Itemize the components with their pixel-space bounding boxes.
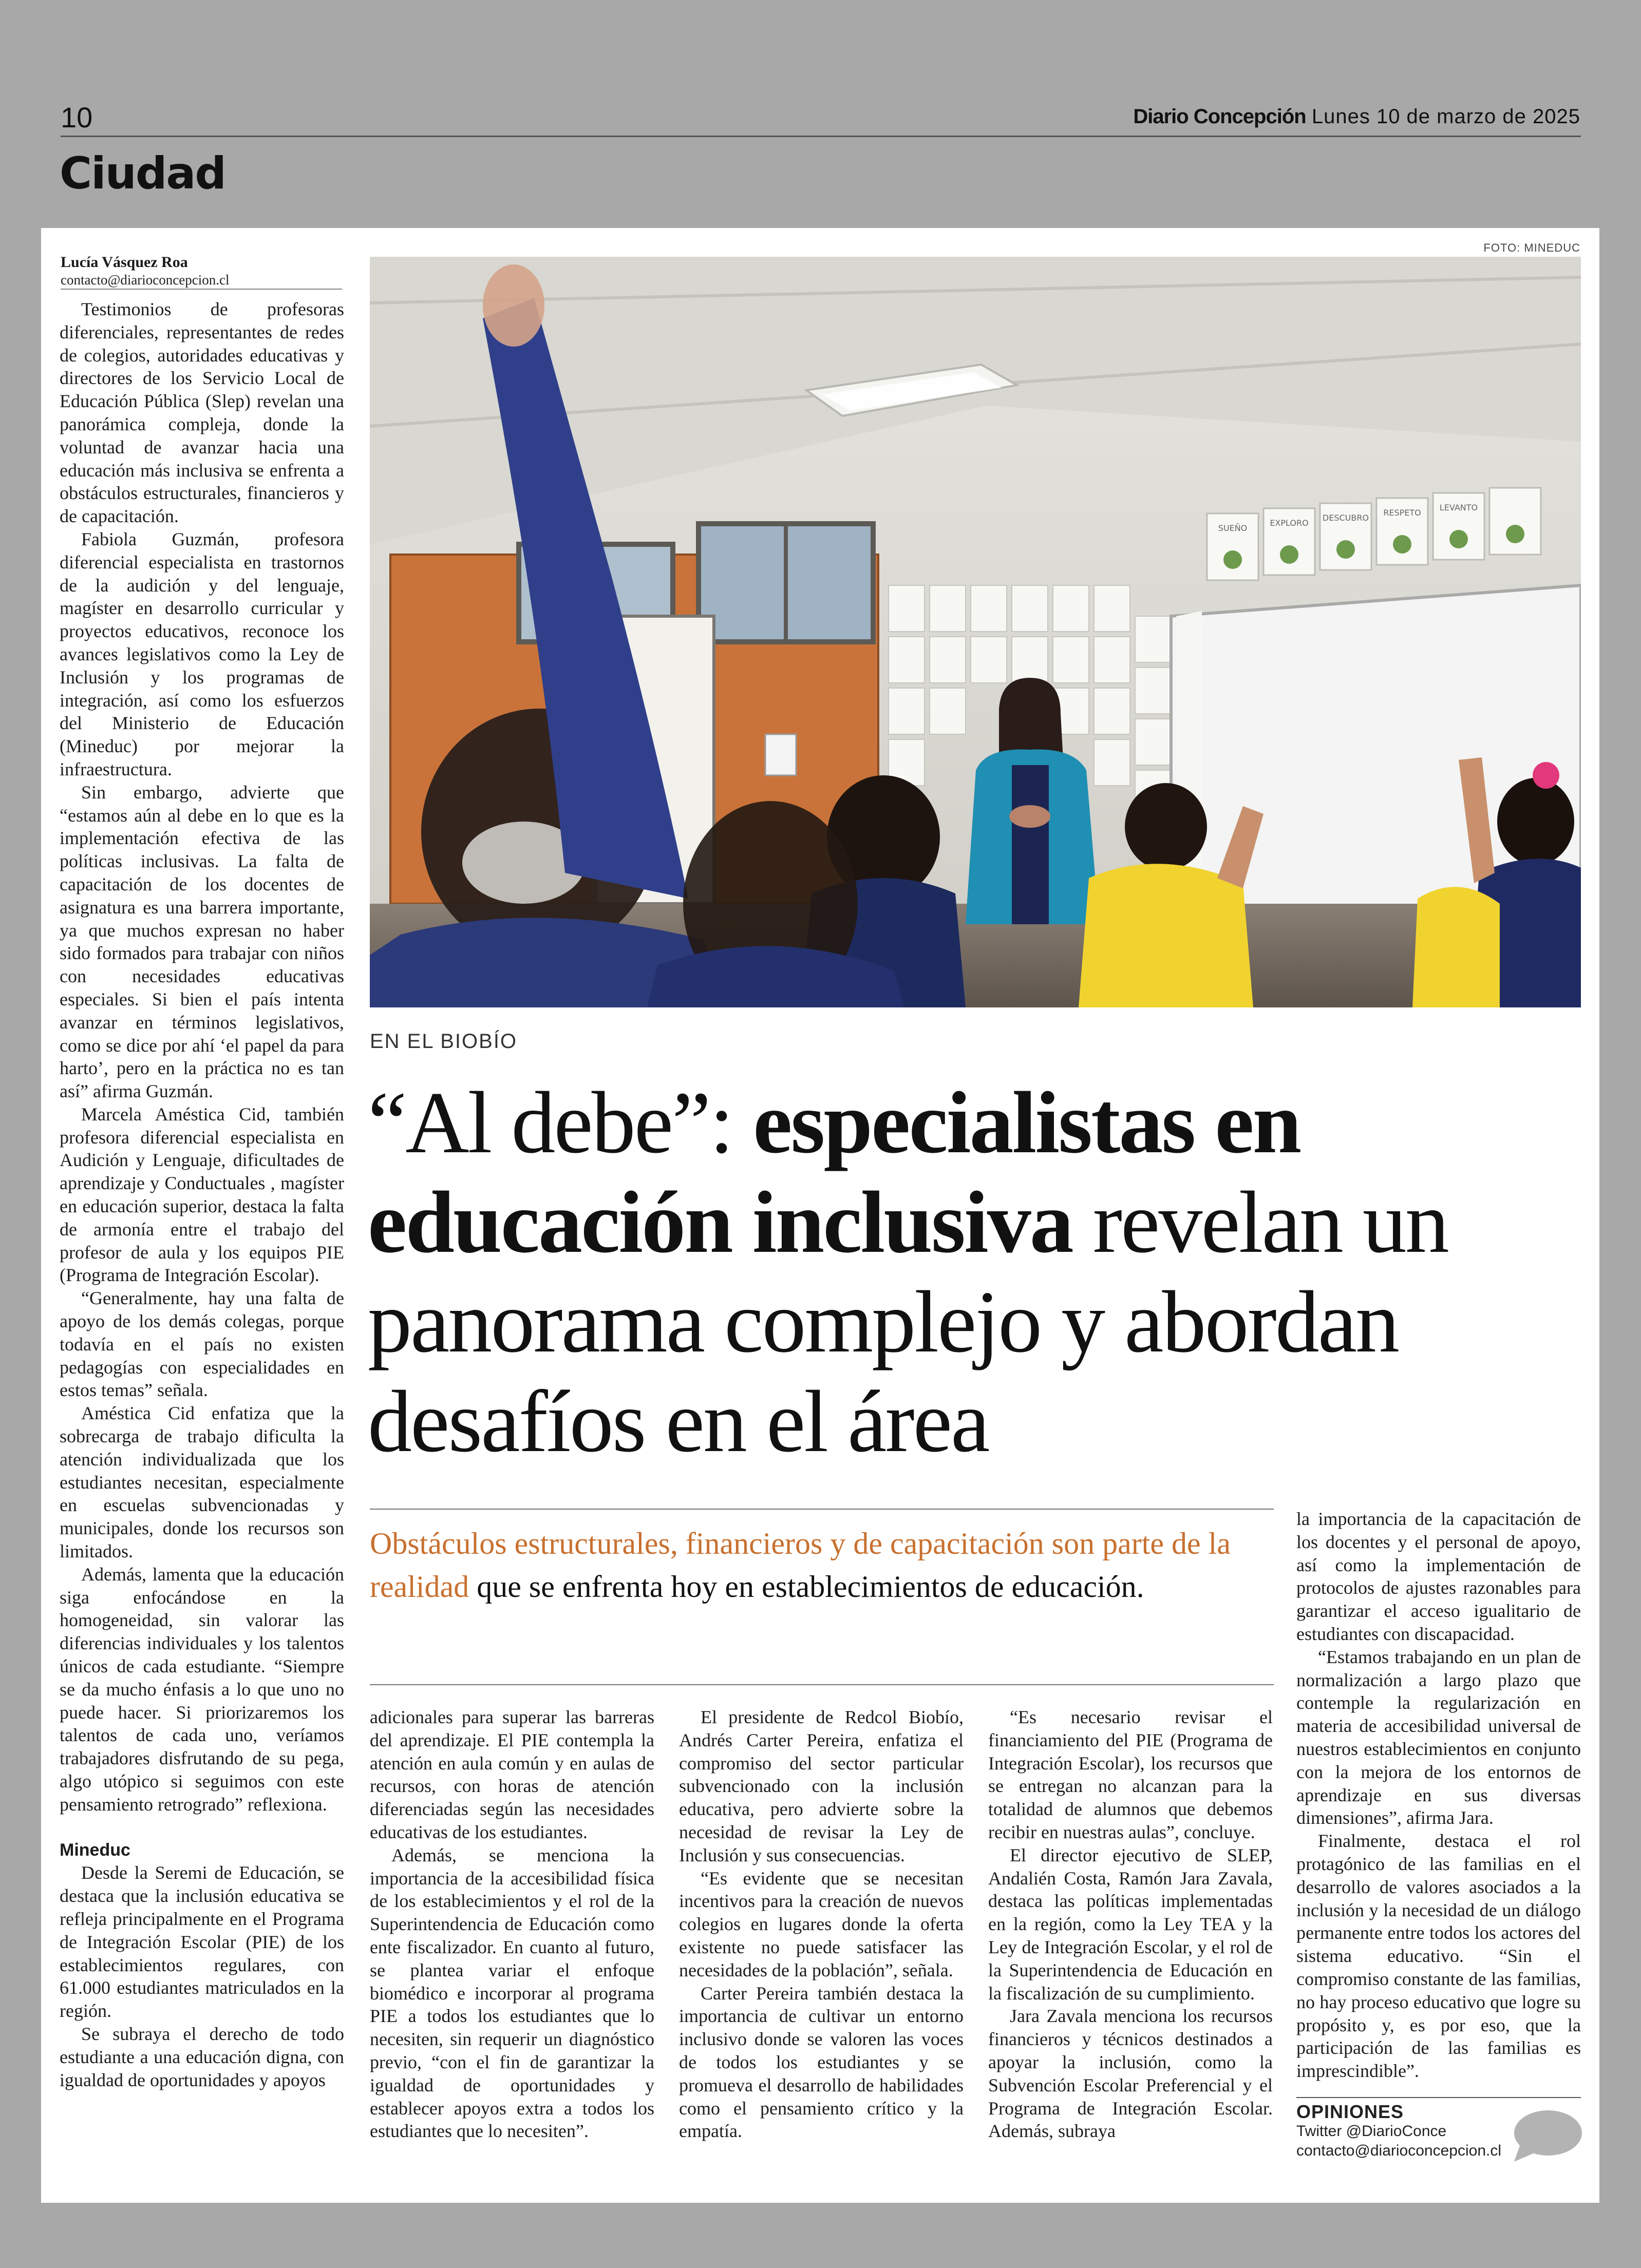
paragraph: Además, se menciona la importancia de la accesibilidad física de los establecimientos y el rol de la Superintendencia de Educación como ente fiscalizador. En cuanto al futuro, se plantea variar el enfoque biomédico e incorporar al programa PIE a todos los estudiantes que lo necesiten, sin requerir un diagnóstico previo, “con el fin de garantizar la igualdad de oportunidades y establecer apoyos extra a todos los estudiantes que lo necesiten”. — [370, 1844, 654, 2142]
deck-highlight: Obstáculos estructurales, financieros y de capacitación son parte de la realidad — [370, 1527, 1231, 1604]
byline-rule — [61, 289, 342, 290]
paragraph: “Estamos trabajando en un plan de normalización a largo plazo que contemple la regularización en materia de accesibilidad universal de nuestros establecimientos en conjunto con la mejora de los entornos de aprendizaje en sus diversas dimensiones”, afirma Jara. — [1296, 1646, 1581, 1828]
poster-label: EXPLORO — [1270, 518, 1309, 528]
deck — [370, 1522, 1274, 1608]
classroom-photo — [370, 257, 1581, 1007]
page-number: 10 — [61, 101, 93, 134]
poster-label: DESCUBRO — [1322, 513, 1369, 523]
paragraph: Sin embargo, advierte que “estamos aún al debe en lo que es la implementación efectiva de las políticas inclusivas. La falta de capacitación de los docentes de asignatura es una barrera importante, ya que muchos expresan no haber sido formados para trabajar con niños con necesidades educativas especiales. Si bien el país intenta avanzar en términos legislativos, como se dice por ahí ‘el papel da para harto’, pero en la práctica no es tan así” afirma Guzmán. — [60, 782, 344, 1102]
headline-part: revelan un panorama complejo y abordan desafíos en el área — [368, 1174, 1448, 1471]
deck-rule — [370, 1509, 1274, 1510]
column-5 — [1296, 1508, 1581, 2083]
paragraph: adicionales para superar las barreras del aprendizaje. El PIE contempla la atención en aula común y en aulas de recursos, con horas de atención diferenciadas según las necesidades educativas de los estudiantes. — [370, 1707, 654, 1842]
subheading-mineduc: Mineduc — [60, 1840, 130, 1860]
kicker: EN EL BIOBÍO — [370, 1030, 518, 1053]
masthead — [1133, 105, 1580, 128]
paragraph: Además, lamenta que la educación siga enfocándose en la homogeneidad, sin valorar las diferencias individuales y los talentos únicos de cada estudiante. “Siempre se da mucho énfasis a lo que uno no puede hacer. Si priorizaremos los talentos de cada uno, veríamos trabajadores disfrutando de su pega, algo utópico si seguimos con este pensamiento retrogrado” reflexiona. — [60, 1564, 344, 1815]
deck-rule-bottom — [370, 1684, 1274, 1685]
opinion-rule — [1296, 2097, 1581, 2098]
paragraph: Se subraya el derecho de todo estudiante a una educación digna, con igualdad de oportunidades y apoyos — [60, 2023, 344, 2090]
paragraph: Améstica Cid enfatiza que la sobrecarga de trabajo dificulta la atención individualizada que los estudiantes necesitan, especialmente en escuelas subvencionadas y municipales, donde los recursos son limitados. — [60, 1403, 344, 1562]
photo-credit: FOTO: MINEDUC — [1483, 241, 1580, 254]
section-title: Ciudad — [60, 148, 225, 199]
paragraph: “Es necesario revisar el financiamiento del PIE (Programa de Integración Escolar), los recursos que se entregan no alcanzan para la totalidad de alumnos que debemos recibir en nuestras aulas”, concluye. — [988, 1707, 1273, 1842]
classroom-illustration — [370, 257, 1581, 1007]
headline-part: “Al debe”: — [368, 1074, 753, 1172]
author-email: contacto@diarioconcepcion.cl — [61, 272, 230, 288]
poster-label: LEVANTO — [1439, 503, 1478, 512]
paragraph: Testimonios de profesoras diferenciales, representantes de redes de colegios, autoridades educativas y directores de los Servicio Local de Educación Pública (Slep) revelan una panorámica compleja, donde la voluntad de avanzar hacia una educación más inclusiva se enfrenta a obstáculos estructurales, financieros y de capacitación. — [60, 299, 344, 527]
column-2 — [370, 1706, 654, 2143]
publication-date: Lunes 10 de marzo de 2025 — [1311, 105, 1580, 128]
column-1 — [60, 298, 344, 2091]
headline-bold: especialistas en educación inclusiva — [368, 1074, 1300, 1271]
column-3 — [679, 1706, 964, 2143]
opinion-title: OPINIONES — [1296, 2101, 1404, 2122]
column-4 — [988, 1706, 1273, 2143]
paragraph: Marcela Améstica Cid, también profesora diferencial especialista en Audición y Lenguaje, dificultades de aprendizaje y Conductuales , magíster en educación superior, destaca la falta de armonía entre el trabajo del profesor de aula y los equipos PIE (Programa de Integración Escolar). — [60, 1103, 344, 1286]
headline — [368, 1073, 1570, 1472]
opinion-email: contacto@diarioconcepcion.cl — [1296, 2142, 1502, 2159]
paragraph: Finalmente, destaca el rol protagónico de las familias en el desarrollo de valores asociados a la inclusión y la necesidad de un diálogo permanente entre todos los actores del sistema educativo. “Sin el compromiso constante de las familias, no hay proceso educativo que logre su propósito y, es por eso, que la participación de las familias es imprescindible”. — [1296, 1831, 1581, 2082]
paragraph: Fabiola Guzmán, profesora diferencial especialista en trastornos de la audición y del lenguaje, magíster en desarrollo curricular y proyectos educativos, reconoce los avances legislativos como la Ley de Inclusión y los programas de integración, así como los esfuerzos del Ministerio de Educación (Mineduc) por mejorar la infraestructura. — [60, 528, 344, 779]
paragraph: Desde la Seremi de Educación, se destaca que la inclusión educativa se refleja principalmente en el Programa de Integración Escolar (PIE) de los establecimientos regulares, con 61.000 estudiantes matriculados en la región. — [60, 1862, 344, 2022]
paragraph: El presidente de Redcol Biobío, Andrés Carter Pereira, enfatiza el compromiso del sector particular subvencionado con la inclusión educativa, pero advierte sobre la necesidad de revisar la Ley de Inclusión y sus consecuencias. — [679, 1707, 964, 1865]
poster-label: RESPETO — [1383, 508, 1421, 518]
opinion-twitter: Twitter @DiarioConce — [1296, 2123, 1447, 2140]
paragraph: “Generalmente, hay una falta de apoyo de los demás colegas, porque todavía en el país no existen pedagogías con especialidades en estos temas” señala. — [60, 1288, 344, 1401]
opinion-box — [1296, 2102, 1501, 2161]
author-name: Lucía Vásquez Roa — [61, 254, 188, 271]
header-rule — [61, 136, 1581, 137]
paragraph: El director ejecutivo de SLEP, Andalién Costa, Ramón Jara Zavala, destaca las políticas implementadas en la región, como la Ley TEA y la Ley de Integración Escolar, y el rol de la Superintendencia de Educación en la fiscalización de su cumplimiento. — [988, 1844, 1273, 2004]
paragraph: “Es evidente que se necesitan incentivos para la creación de nuevos colegios en lugares donde la oferta existente no puede satisfacer las necesidades de la población”, señala. — [679, 1867, 964, 1980]
paragraph: Carter Pereira también destaca la importancia de cultivar un entorno inclusivo donde se valoren las voces de todos los estudiantes y se promueva el desarrollo de habilidades como el pensamiento crítico y la empatía. — [679, 1983, 964, 2142]
deck-text: que se enfrenta hoy en establecimientos de educación. — [469, 1570, 1144, 1604]
publication-name: Diario Concepción — [1133, 105, 1306, 128]
poster-label: SUEÑO — [1218, 523, 1248, 533]
byline — [61, 254, 348, 289]
speech-bubble-icon — [1511, 2108, 1583, 2165]
paragraph: la importancia de la capacitación de los docentes y el personal de apoyo, así como la implementación de protocolos de ajustes razonables para garantizar el acceso igualitario de estudiantes con discapacidad. — [1296, 1509, 1581, 1644]
paragraph: Jara Zavala menciona los recursos financieros y técnicos destinados a apoyar la inclusión, como la Subvención Escolar Preferencial y el Programa de Integración Escolar. Además, subraya — [988, 2006, 1273, 2142]
